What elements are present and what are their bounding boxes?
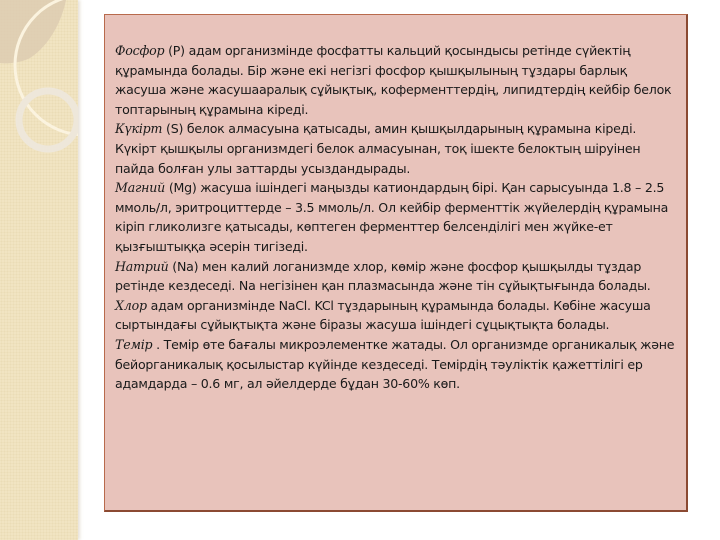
paragraph-body: (P) адам организмінде фосфатты кальций қосындысы ретінде сүйектің құрамында болады. Бір және екі негізгі фосфор қышқылының тұздары барлық жасуша және жасушааралық сұйықтық, коферменттердің, липидтердің кейбір белок топтарының құрамына кіреді. (115, 43, 672, 117)
paragraph-chlorine (115, 296, 680, 335)
term-sodium: Натрий (115, 258, 169, 274)
paragraph-iron (115, 335, 680, 394)
content-box (104, 14, 688, 512)
term-magnesium: Магний (115, 180, 166, 196)
paragraph-body: (Na) мен калий логанизмде хлор, көмір және фосфор қышқылды тұздар ретінде кездеседі. Na негізінен қан плазмасында және тін сұйықтығында болады. (115, 258, 651, 294)
paragraph-sodium (115, 257, 680, 296)
paragraph-body: адам организмінде NaCl. KCl тұздарының құрамында болады. Көбіне жасуша сыртындағы сұйықтықта және біразы жасуша ішіндегі сұцықтықта болады. (115, 297, 651, 333)
paragraph-phosphorus (115, 41, 680, 119)
term-iron: Темір (115, 336, 153, 352)
paragraph-body: . Темір өте бағалы микроэлементке жатады. Ол организмде органикалық және бейорганикалық қосылыстар күйінде кездеседі. Темірдің тәуліктік қажеттілігі ер адамдарда – 0.6 мг, ал әйелдерде бұдан 30-60% көп. (115, 336, 675, 392)
paragraph-body: (Mg) жасуша ішіндегі маңызды катиондардың бірі. Қан сарысуында 1.8 – 2.5 ммоль/л, эритроциттерде – 3.5 ммоль/л. Ол кейбір ферменттік жүйелердің құрамына кіріп гликолизге қатысады, көптеген ферменттер белсенділігі мен жүйке-ет қызғыштыққа әсерін тигізеді. (115, 180, 669, 254)
paragraph-body: (S) белок алмасуына қатысады, амин қышқылдарының құрамына кіреді. Күкірт қышқылы организмдегі белок алмасуынан, тоқ ішекте белоктың шіруінен пайда болған улы заттарды усыздандырады. (115, 121, 641, 176)
slide-text (115, 41, 680, 394)
paragraph-sulfur (115, 119, 680, 178)
term-phosphorus: Фосфор (115, 43, 165, 58)
term-sulfur: Күкірт (115, 121, 163, 137)
term-chlorine: Хлор (115, 297, 147, 313)
paragraph-magnesium (115, 178, 680, 256)
